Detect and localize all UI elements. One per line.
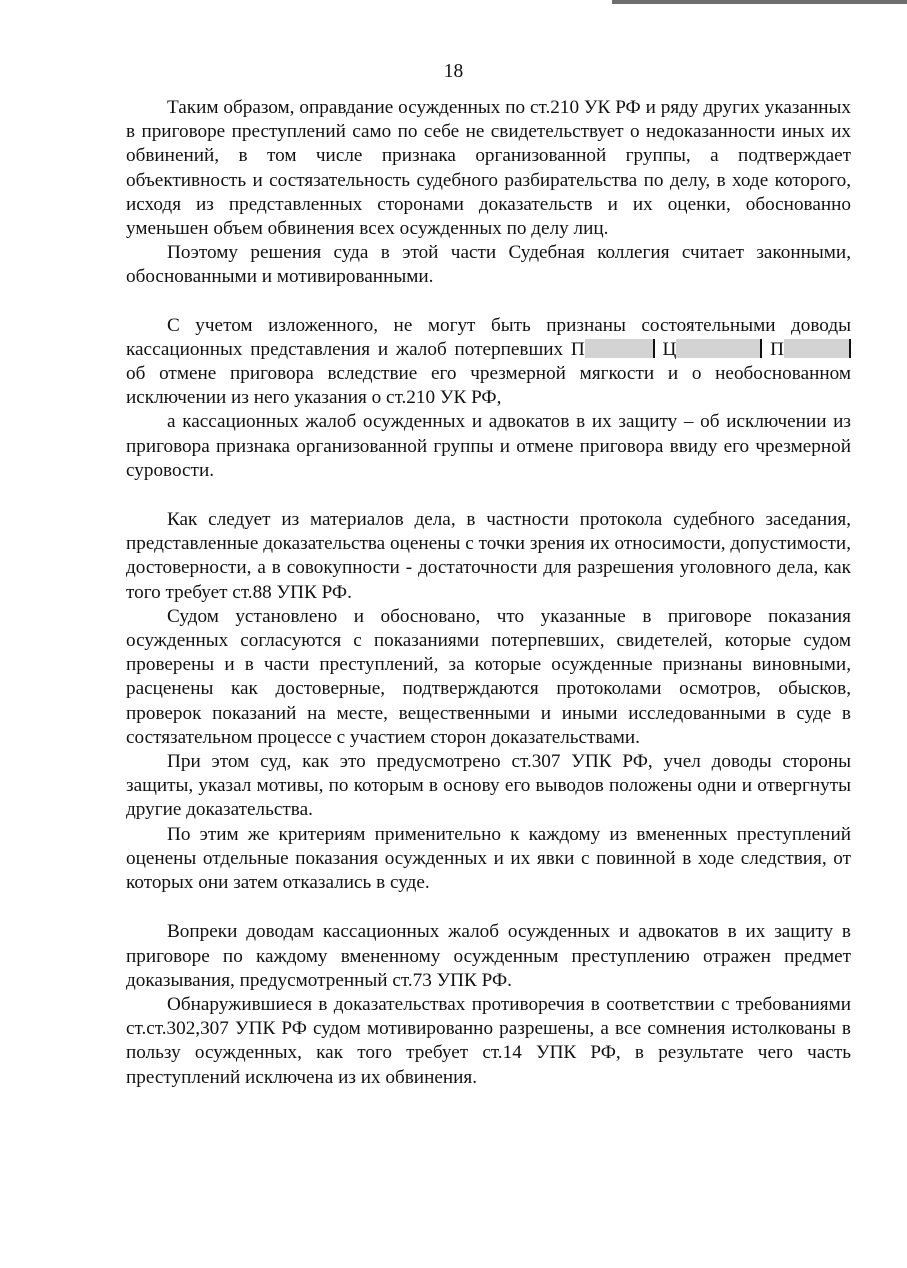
- paragraph-3-mid-1: Ц: [654, 338, 677, 360]
- paragraph-3-mid-2: П: [762, 338, 785, 360]
- paragraph-8: По этим же критериям применительно к каждому из вмененных преступлений оценены отдельные показания осужденных и их явки с повинной в ходе следствия, от которых они затем отказались в суде.: [126, 823, 851, 894]
- paragraph-9: Вопреки доводам кассационных жалоб осужденных и адвокатов в их защиту в приговоре по каждому вмененному осужденным преступлению отражен предмет доказывания, предусмотренный ст.73 УПК РФ.: [126, 921, 851, 991]
- paragraph-4: а кассационных жалоб осужденных и адвокатов в их защиту – об исключении из приговора признака организованной группы и отмене приговора ввиду его чрезмерной суровости.: [126, 411, 851, 481]
- paragraph-5: Как следует из материалов дела, в частности протокола судебного заседания, представленные доказательства оценены с точки зрения их относимости, допустимости, достоверности, а в совокупности - достаточности для разрешения уголовного дела, как того требует ст.88 УПК РФ.: [126, 509, 851, 603]
- page-number: 18: [443, 61, 464, 82]
- paragraph-3: [126, 314, 851, 411]
- redacted-name-3: [784, 339, 851, 358]
- paragraph-6: Судом установлено и обосновано, что указанные в приговоре показания осужденных согласуются с показаниями потерпевших, свидетелей, которые судом проверены и в части преступлений, за которые осужденные признаны виновными, расценены как достоверные, подтверждаются протоколами осмотров, обысков, проверок показаний на месте, вещественными и иными исследованными в суде в состязательном процессе с участием сторон доказательствами.: [126, 605, 851, 748]
- paragraph-3-start: С учетом изложенного, не могут быть признаны состоятельными доводы кассационных представления и жалоб потерпевших П: [126, 314, 851, 360]
- paragraph-1: Таким образом, оправдание осужденных по ст.210 УК РФ и ряду других указанных в приговоре преступлений само по себе не свидетельствует о недоказанности иных их обвинений, в том числе признака организованной группы, а подтверждает объективность и состязательность судебного разбирательства по делу, в ходе которого, исходя из представленных сторонами доказательств и их оценки, обоснованно уменьшен объем обвинения всех осужденных по делу лиц.: [126, 97, 851, 240]
- redacted-name-2: [676, 339, 762, 358]
- paragraph-3-end: об отмене приговора вследствие его чрезмерной мягкости и о необоснованном исключении из него указания о ст.210 УК РФ,: [126, 363, 851, 409]
- paragraph-2: Поэтому решения суда в этой части Судебная коллегия считает законными, обоснованными и мотивированными.: [126, 242, 851, 288]
- document-body: [126, 96, 851, 1090]
- redacted-name-1: [585, 339, 655, 358]
- scan-edge-line: [612, 0, 907, 4]
- paragraph-10: Обнаружившиеся в доказательствах противоречия в соответствии с требованиями ст.ст.302,307 УПК РФ судом мотивированно разрешены, а все сомнения истолкованы в пользу осужденных, как того требует ст.14 УПК РФ, в результате чего часть преступлений исключена из их обвинения.: [126, 993, 851, 1088]
- paragraph-7: При этом суд, как это предусмотрено ст.307 УПК РФ, учел доводы стороны защиты, указал мотивы, по которым в основу его выводов положены одни и отвергнуты другие доказательства.: [126, 751, 851, 821]
